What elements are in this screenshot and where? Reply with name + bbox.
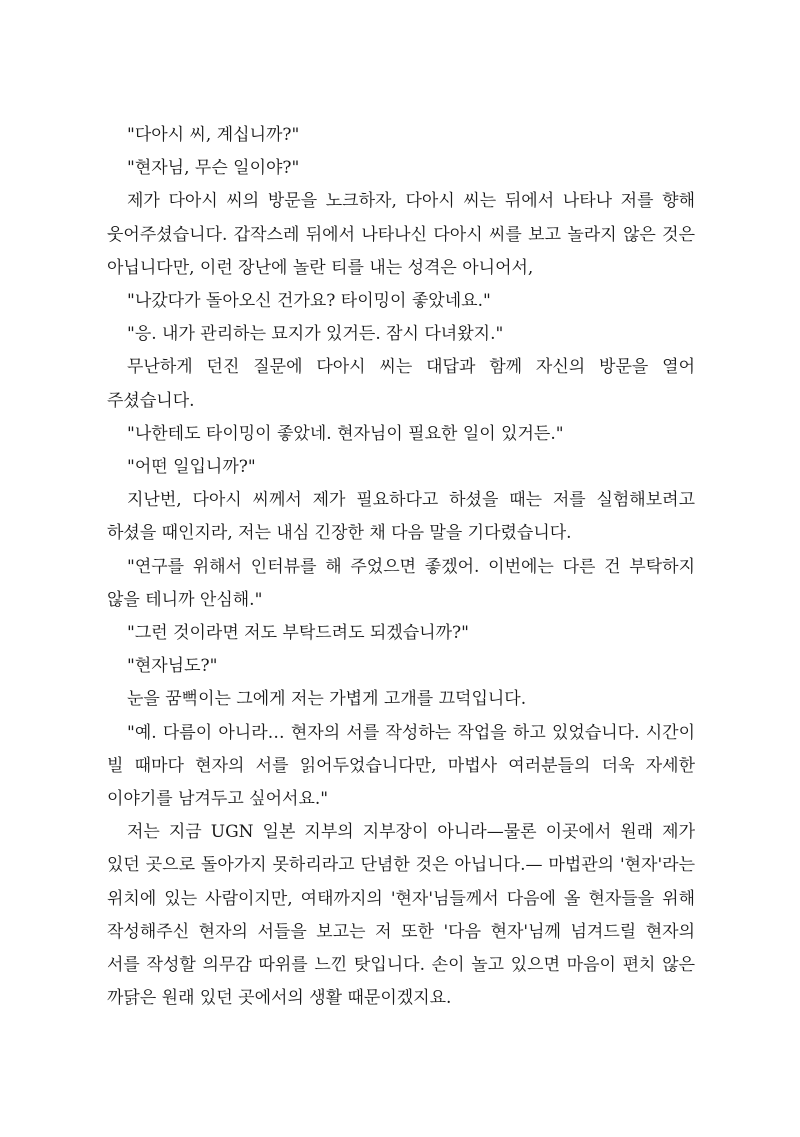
paragraph: "응. 내가 관리하는 묘지가 있거든. 잠시 다녀왔지." bbox=[127, 324, 504, 345]
paragraph: "예. 다름이 아니라… 현자의 서를 작성하는 작업을 하고 있었습니다. 시간이 빌 때마다 현자의 서를 읽어두었습니다만, 마법사 여러분들의 더욱 자세한 이야기를 남겨두고 싶어서요." bbox=[107, 722, 695, 810]
paragraph: 지난번, 다아시 씨께서 제가 필요하다고 하셨을 때는 저를 실험해보려고 하셨을 때인지라, 저는 내심 긴장한 채 다음 말을 기다렸습니다. bbox=[107, 490, 695, 544]
paragraph: 제가 다아시 씨의 방문을 노크하자, 다아시 씨는 뒤에서 나타나 저를 향해 웃어주셨습니다. 갑작스레 뒤에서 나타나신 다아시 씨를 보고 놀라지 않은 것은 아닙니다만, 이런 장난에 놀란 티를 내는 성격은 아니어서, bbox=[107, 191, 695, 278]
paragraph: 눈을 꿈뻑이는 그에게 저는 가볍게 고개를 끄덕입니다. bbox=[127, 689, 527, 710]
paragraph: 저는 지금 UGN 일본 지부의 지부장이 아니라—물론 이곳에서 원래 제가 있던 곳으로 돌아가지 못하리라고 단념한 것은 아닙니다.— 마법관의 '현자'라는 위치에 있는 사람이지만, 여태까지의 '현자'님들께서 다음에 올 현자들을 위해 작성해주신 현자의 서들을 보고는 저 또한 '다음 현자'님께 넘겨드릴 현자의 서를 작성할 의무감 따위를 느낀 탓입니다. 손이 놀고 있으면 마음이 편치 않은 까닭은 원래 있던 곳에서의 생활 때문이겠지요. bbox=[107, 822, 695, 1009]
paragraph: "나한테도 타이밍이 좋았네. 현자님이 필요한 일이 있거든." bbox=[127, 423, 564, 444]
paragraph: "현자님, 무슨 일이야?" bbox=[127, 158, 300, 179]
paragraph: "현자님도?" bbox=[127, 656, 218, 677]
paragraph: 무난하게 던진 질문에 다아시 씨는 대답과 함께 자신의 방문을 열어 주셨습니다. bbox=[107, 357, 695, 411]
paragraph: "그런 것이라면 저도 부탁드려도 되겠습니까?" bbox=[127, 623, 469, 644]
paragraph: "다아시 씨, 계십니까?" bbox=[127, 125, 300, 145]
paragraph: "연구를 위해서 인터뷰를 해 주었으면 좋겠어. 이번에는 다른 건 부탁하지 않을 테니까 안심해." bbox=[107, 556, 695, 610]
paragraph: "나갔다가 돌아오신 건가요? 타이밍이 좋았네요." bbox=[127, 291, 491, 312]
paragraph: "어떤 일입니까?" bbox=[127, 457, 256, 478]
story-text bbox=[107, 119, 695, 1015]
